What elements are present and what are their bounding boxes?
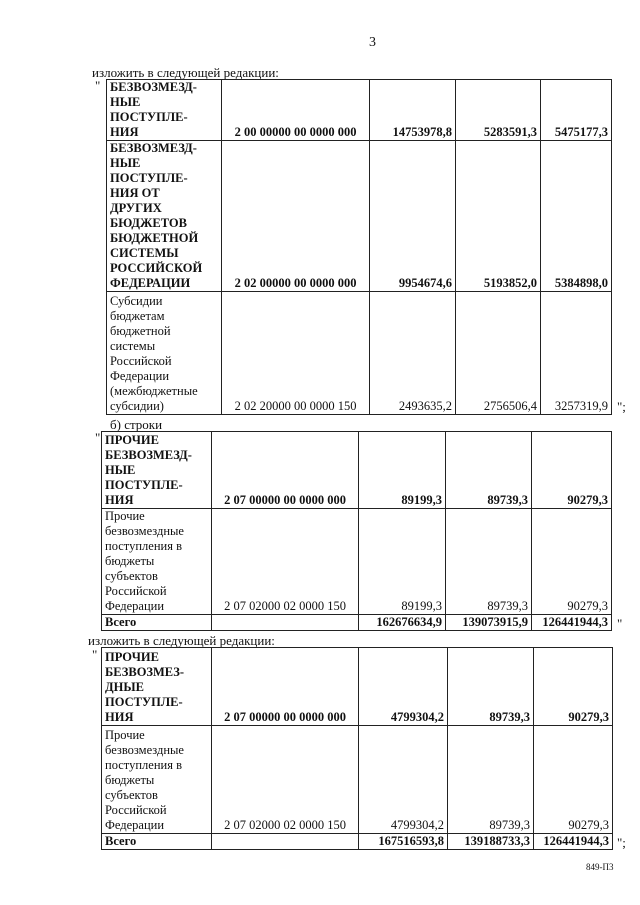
table-row xyxy=(102,432,612,509)
table-row xyxy=(102,509,612,615)
section2-caption: б) строки xyxy=(110,417,163,432)
row-code: 2 07 00000 00 0000 000 xyxy=(212,432,359,509)
row-name: ПРОЧИЕ БЕЗВОЗМЕЗ- ДНЫЕ ПОСТУПЛЕ- НИЯ xyxy=(102,648,212,726)
row-name: БЕЗВОЗМЕЗД- НЫЕ ПОСТУПЛЕ- НИЯ ОТ ДРУГИХ БЮДЖЕТОВ БЮДЖЕТНОЙ СИСТЕМЫ РОССИЙСКОЙ ФЕДЕРАЦИИ xyxy=(107,141,222,292)
table-row xyxy=(102,648,613,726)
row-name: Прочие безвозмездные поступления в бюджеты субъектов Российской Федерации xyxy=(102,509,212,615)
close-quote-2: " xyxy=(617,616,623,631)
row-name: Прочие безвозмездные поступления в бюджеты субъектов Российской Федерации xyxy=(102,726,212,834)
table-row xyxy=(107,141,612,292)
table-row xyxy=(107,292,612,415)
section3-caption: изложить в следующей редакции: xyxy=(88,633,275,648)
total-row xyxy=(102,615,612,631)
total-code-empty xyxy=(212,615,359,631)
row-value-3: 5475177,3 xyxy=(541,80,612,141)
total-value-2: 139188733,3 xyxy=(448,834,534,850)
row-value-3: 90279,3 xyxy=(532,509,612,615)
row-code: 2 02 00000 00 0000 000 xyxy=(222,141,370,292)
total-label: Всего xyxy=(102,615,212,631)
footer-code: 849-П3 xyxy=(586,862,614,872)
open-quote-2: " xyxy=(95,430,101,445)
section1-caption: изложить в следующей редакции: xyxy=(92,65,279,80)
row-code: 2 00 00000 00 0000 000 xyxy=(222,80,370,141)
row-value-1: 2493635,2 xyxy=(370,292,456,415)
row-code: 2 02 20000 00 0000 150 xyxy=(222,292,370,415)
open-quote-3: " xyxy=(92,647,98,662)
row-value-3: 90279,3 xyxy=(532,432,612,509)
total-label: Всего xyxy=(102,834,212,850)
row-value-3: 3257319,9 xyxy=(541,292,612,415)
row-name: БЕЗВОЗМЕЗД- НЫЕ ПОСТУПЛЕ- НИЯ xyxy=(107,80,222,141)
total-value-2: 139073915,9 xyxy=(446,615,532,631)
total-code-empty xyxy=(212,834,359,850)
table-row xyxy=(102,726,613,834)
row-value-2: 5283591,3 xyxy=(456,80,541,141)
row-value-2: 89739,3 xyxy=(448,726,534,834)
row-value-3: 90279,3 xyxy=(534,726,613,834)
row-value-3: 90279,3 xyxy=(534,648,613,726)
row-name: Субсидии бюджетам бюджетной системы Российской Федерации (межбюджетные субсидии) xyxy=(107,292,222,415)
row-value-1: 89199,3 xyxy=(359,509,446,615)
total-row xyxy=(102,834,613,850)
section3-table xyxy=(101,647,613,850)
row-value-1: 14753978,8 xyxy=(370,80,456,141)
total-value-1: 167516593,8 xyxy=(359,834,448,850)
row-value-1: 9954674,6 xyxy=(370,141,456,292)
row-value-3: 5384898,0 xyxy=(541,141,612,292)
row-code: 2 07 02000 02 0000 150 xyxy=(212,509,359,615)
total-value-1: 162676634,9 xyxy=(359,615,446,631)
row-value-1: 89199,3 xyxy=(359,432,446,509)
section1-table xyxy=(106,79,612,415)
close-quote-1: "; xyxy=(617,399,626,414)
row-value-1: 4799304,2 xyxy=(359,648,448,726)
row-value-1: 4799304,2 xyxy=(359,726,448,834)
page-number: 3 xyxy=(369,35,376,50)
row-value-2: 89739,3 xyxy=(446,432,532,509)
section2-table xyxy=(101,431,612,631)
total-value-3: 126441944,3 xyxy=(534,834,613,850)
open-quote-1: " xyxy=(95,78,101,93)
total-value-3: 126441944,3 xyxy=(532,615,612,631)
row-value-2: 89739,3 xyxy=(448,648,534,726)
close-quote-3: "; xyxy=(617,835,626,850)
row-value-2: 2756506,4 xyxy=(456,292,541,415)
table-row xyxy=(107,80,612,141)
row-code: 2 07 00000 00 0000 000 xyxy=(212,648,359,726)
row-value-2: 5193852,0 xyxy=(456,141,541,292)
row-code: 2 07 02000 02 0000 150 xyxy=(212,726,359,834)
row-value-2: 89739,3 xyxy=(446,509,532,615)
row-name: ПРОЧИЕ БЕЗВОЗМЕЗД- НЫЕ ПОСТУПЛЕ- НИЯ xyxy=(102,432,212,509)
